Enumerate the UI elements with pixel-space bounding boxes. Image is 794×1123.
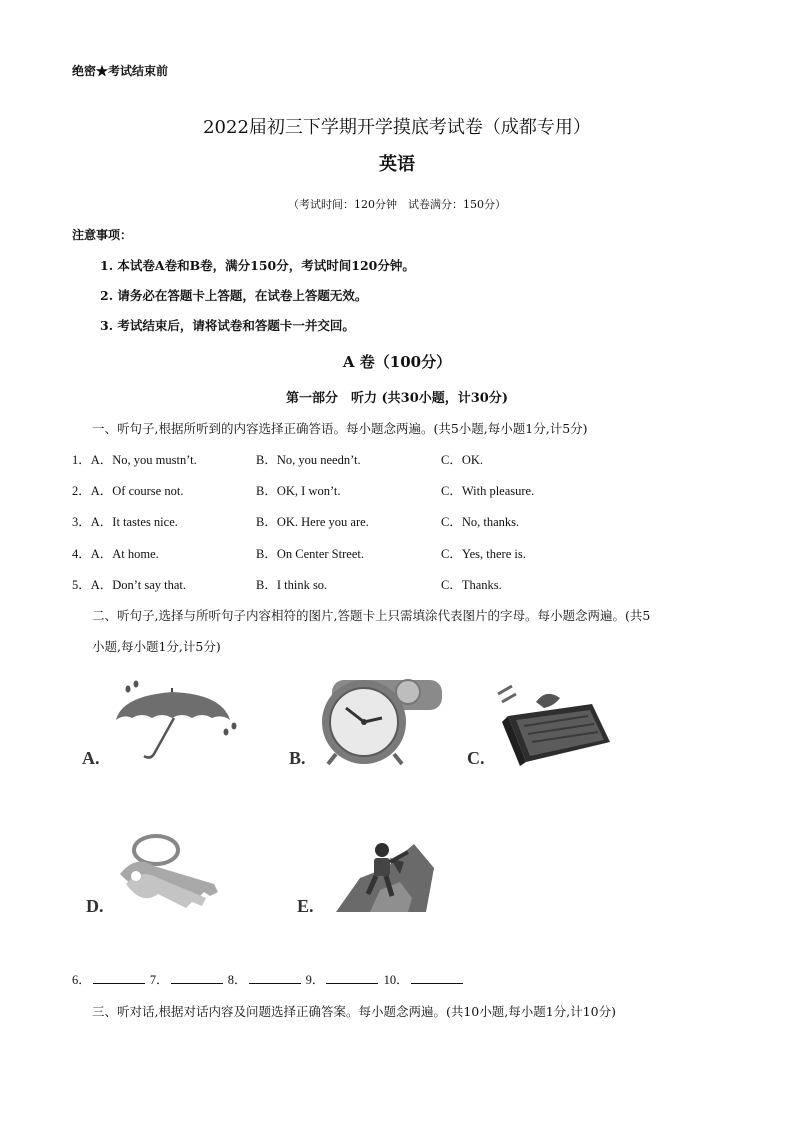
answer-blank-7[interactable] <box>171 971 223 984</box>
question-3-option-a: 3．A．It tastes nice. <box>72 515 178 529</box>
figure-label-c: C. <box>467 748 485 768</box>
section2-instruction: 二、听句子,选择与所听句子内容相符的图片,答题卡上只需填涂代表图片的字母。每小题念两遍。(共5 <box>92 608 651 623</box>
question-5-option-b: B．I think so. <box>256 578 328 592</box>
section3-instruction: 三、听对话,根据对话内容及问题选择正确答案。每小题念两遍。(共10小题,每小题1分,计10分) <box>92 1004 616 1019</box>
answer-blank-10[interactable] <box>411 971 463 984</box>
answer-blank-6[interactable] <box>93 971 145 984</box>
question-1-option-b: B．No, you needn’t. <box>256 453 361 467</box>
question-5-option-a: 5．A．Don’t say that. <box>72 578 186 592</box>
climber-icon <box>330 838 440 916</box>
question-3-option-b: B．OK. Here you are. <box>256 515 369 529</box>
question-2-option-a: 2．A．Of course not. <box>72 484 184 498</box>
answer-blank-8[interactable] <box>249 971 301 984</box>
figure-label-e: E. <box>297 896 314 916</box>
note-item: 3. 考试结束后，请将试卷和答题卡一并交回。 <box>100 318 355 333</box>
section2-instruction-cont: 小题,每小题1分,计5分) <box>92 639 221 654</box>
answer-label-7: 7． <box>149 973 169 987</box>
question-4-option-c: C．Yes, there is. <box>441 547 526 561</box>
figure-label-d: D. <box>86 896 104 916</box>
answer-label-8: 8． <box>227 973 247 987</box>
question-5-option-c: C．Thanks. <box>441 578 502 592</box>
figure-label-b: B. <box>289 748 306 768</box>
umbrella-icon <box>112 680 242 765</box>
section1-instruction: 一、听句子,根据所听到的内容选择正确答语。每小题念两遍。(共5小题,每小题1分,计5分) <box>92 421 588 436</box>
answer-blanks <box>72 970 465 988</box>
alarm-clock-icon <box>314 672 444 767</box>
answer-label-10: 10． <box>383 973 409 987</box>
question-2-option-c: C．With pleasure. <box>441 484 535 498</box>
subject-title: 英语 <box>379 154 415 175</box>
note-item: 1. 本试卷A卷和B卷，满分150分，考试时间120分钟。 <box>100 258 415 273</box>
question-1-option-a: 1．A．No, you mustn’t. <box>72 453 197 467</box>
keys-icon <box>106 832 231 912</box>
question-4-option-b: B．On Center Street. <box>256 547 364 561</box>
question-1-option-c: C．OK. <box>441 453 484 467</box>
question-3-option-c: C．No, thanks. <box>441 515 520 529</box>
figure-label-a: A. <box>82 748 100 768</box>
wallet-icon <box>494 682 614 767</box>
listening-part-title: 第一部分 听力 (共30小题，计30分) <box>285 391 508 406</box>
notes-heading: 注意事项： <box>72 228 133 242</box>
question-2-option-b: B．OK, I won’t. <box>256 484 341 498</box>
answer-blank-9[interactable] <box>326 971 378 984</box>
question-4-option-a: 4．A．At home. <box>72 547 159 561</box>
confidential-label: 绝密★考试结束前 <box>72 64 169 78</box>
exam-title: 2022届初三下学期开学摸底考试卷（成都专用） <box>203 117 591 138</box>
answer-label-6: 6． <box>72 973 91 987</box>
exam-info: （考试时间：120分钟 试卷满分：150分） <box>288 198 506 211</box>
note-item: 2. 请务必在答题卡上答题，在试卷上答题无效。 <box>100 288 368 303</box>
answer-label-9: 9． <box>305 973 325 987</box>
part-a-title: A 卷（100分） <box>342 353 452 371</box>
